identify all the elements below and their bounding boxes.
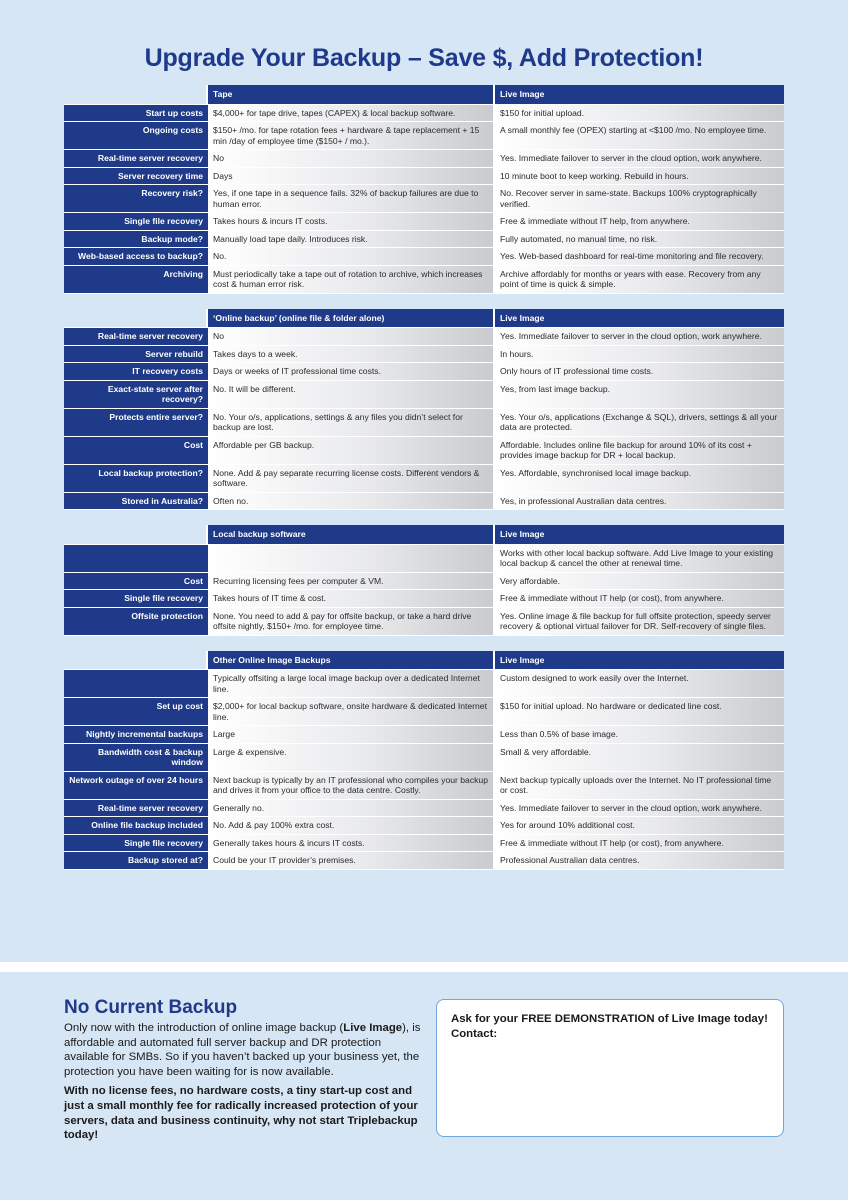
competitor-cell: None. Add & pay separate recurring license costs. Different vendors & software.	[208, 465, 495, 493]
table-row	[64, 105, 784, 123]
live-image-cell: Yes. Affordable, synchronised local image backup.	[495, 465, 784, 493]
table-row	[64, 590, 784, 608]
row-label: Real-time server recovery	[64, 800, 208, 818]
row-label: Cost	[64, 573, 208, 591]
competitor-cell: Yes, if one tape in a sequence fails. 32% of backup failures are due to human error.	[208, 185, 495, 213]
row-label: Recovery risk?	[64, 185, 208, 213]
table-row	[64, 698, 784, 726]
competitor-cell: Generally no.	[208, 800, 495, 818]
row-label: Single file recovery	[64, 590, 208, 608]
live-image-cell: Affordable. Includes online file backup for around 10% of its cost + provides image backup for DR + local backup.	[495, 437, 784, 465]
row-label: Server recovery time	[64, 168, 208, 186]
row-label	[64, 545, 208, 573]
live-image-cell: Yes for around 10% additional cost.	[495, 817, 784, 835]
live-image-cell: $150 for initial upload. No hardware or dedicated line cost.	[495, 698, 784, 726]
live-image-cell: Yes. Online image & file backup for full offsite protection, speedy server recovery & optional virtual failover for DR. Self-recovery of single files.	[495, 608, 784, 636]
competitor-cell: Next backup is typically by an IT professional who compiles your backup and drives it from your office to the data centre. Costly.	[208, 772, 495, 800]
live-image-cell: Free & immediate without IT help, from anywhere.	[495, 213, 784, 231]
row-label: Backup stored at?	[64, 852, 208, 870]
online-backup-comparison-table	[64, 309, 784, 511]
no-current-backup-section	[64, 997, 424, 1143]
table-row	[64, 266, 784, 294]
live-image-cell: Only hours of IT professional time costs.	[495, 363, 784, 381]
live-image-cell: Yes, in professional Australian data centres.	[495, 493, 784, 511]
row-label: Network outage of over 24 hours	[64, 772, 208, 800]
row-label: Bandwidth cost & backup window	[64, 744, 208, 772]
table-row	[64, 168, 784, 186]
section-divider	[0, 962, 848, 972]
comparison-tables	[64, 85, 784, 885]
table-row	[64, 328, 784, 346]
competitor-cell: Days	[208, 168, 495, 186]
live-image-cell: No. Recover server in same-state. Backups 100% cryptographically verified.	[495, 185, 784, 213]
row-label: Ongoing costs	[64, 122, 208, 150]
competitor-cell: Large & expensive.	[208, 744, 495, 772]
table-row	[64, 122, 784, 150]
header-live-image: Live Image	[495, 85, 784, 105]
live-image-cell: Next backup typically uploads over the Internet. No IT professional time or cost.	[495, 772, 784, 800]
competitor-cell: None. You need to add & pay for offsite backup, or take a hard drive offsite nightly, $150+ /mo. for employee time.	[208, 608, 495, 636]
table-row	[64, 381, 784, 409]
header-blank	[64, 85, 208, 105]
competitor-cell: Manually load tape daily. Introduces risk.	[208, 231, 495, 249]
competitor-cell: Takes days to a week.	[208, 346, 495, 364]
live-image-cell: Fully automated, no manual time, no risk.	[495, 231, 784, 249]
competitor-cell: Affordable per GB backup.	[208, 437, 495, 465]
table-row	[64, 608, 784, 636]
live-image-cell: Archive affordably for months or years with ease. Recovery from any point of time is quick & simple.	[495, 266, 784, 294]
table-row	[64, 150, 784, 168]
live-image-cell: Professional Australian data centres.	[495, 852, 784, 870]
row-label: Real-time server recovery	[64, 150, 208, 168]
header-blank	[64, 309, 208, 329]
header-competitor: ‘Online backup’ (online file & folder alone)	[208, 309, 495, 329]
intro-text-part: Only now with the introduction of online image backup (	[64, 1022, 344, 1034]
competitor-cell: Typically offsiting a large local image backup over a dedicated Internet line.	[208, 670, 495, 698]
row-label: Protects entire server?	[64, 409, 208, 437]
live-image-cell: Yes, from last image backup.	[495, 381, 784, 409]
table-row	[64, 465, 784, 493]
competitor-cell	[208, 545, 495, 573]
header-live-image: Live Image	[495, 651, 784, 671]
table-row	[64, 363, 784, 381]
competitor-cell: Could be your IT provider’s premises.	[208, 852, 495, 870]
table-row	[64, 437, 784, 465]
table-row	[64, 231, 784, 249]
competitor-cell: $2,000+ for local backup software, onsite hardware & dedicated Internet line.	[208, 698, 495, 726]
live-image-cell: In hours.	[495, 346, 784, 364]
table-row	[64, 670, 784, 698]
competitor-cell: $4,000+ for tape drive, tapes (CAPEX) & local backup software.	[208, 105, 495, 123]
live-image-cell: Custom designed to work easily over the Internet.	[495, 670, 784, 698]
header-live-image: Live Image	[495, 525, 784, 545]
competitor-cell: No. Add & pay 100% extra cost.	[208, 817, 495, 835]
live-image-cell: Yes. Immediate failover to server in the cloud option, work anywhere.	[495, 800, 784, 818]
row-label: Offsite protection	[64, 608, 208, 636]
header-blank	[64, 525, 208, 545]
row-label: Local backup protection?	[64, 465, 208, 493]
table-row	[64, 545, 784, 573]
row-label: Set up cost	[64, 698, 208, 726]
row-label: Single file recovery	[64, 213, 208, 231]
table-row	[64, 744, 784, 772]
demo-request-text: Ask for your FREE DEMONSTRATION of Live Image today!	[451, 1013, 768, 1025]
competitor-cell: Days or weeks of IT professional time costs.	[208, 363, 495, 381]
table-row	[64, 800, 784, 818]
competitor-cell: No. Your o/s, applications, settings & any files you didn’t select for backup are lost.	[208, 409, 495, 437]
table-row	[64, 493, 784, 511]
competitor-cell: Takes hours & incurs IT costs.	[208, 213, 495, 231]
no-current-backup-title: No Current Backup	[64, 997, 238, 1018]
live-image-cell: A small monthly fee (OPEX) starting at <$100 /mo. No employee time.	[495, 122, 784, 150]
row-label: Nightly incremental backups	[64, 726, 208, 744]
competitor-cell: No	[208, 150, 495, 168]
competitor-cell: Takes hours of IT time & cost.	[208, 590, 495, 608]
row-label: IT recovery costs	[64, 363, 208, 381]
row-label: Real-time server recovery	[64, 328, 208, 346]
table-row	[64, 817, 784, 835]
no-current-backup-closing: With no license fees, no hardware costs, a tiny start-up cost and just a small monthly fee for radically increased protection of your servers, data and business continuity, why not start Triplebackup today!	[64, 1085, 418, 1142]
live-image-cell: Small & very affordable.	[495, 744, 784, 772]
live-image-cell: Yes. Your o/s, applications (Exchange & SQL), drivers, settings & all your data are protected.	[495, 409, 784, 437]
table-row	[64, 852, 784, 870]
table-row	[64, 772, 784, 800]
intro-text-part: ), is affordable and automated full server backup and DR protection available for SMBs. So if you haven’t backed up your business yet, the protection you have been waiting for is now available.	[64, 1022, 421, 1078]
table-row	[64, 835, 784, 853]
row-label: Server rebuild	[64, 346, 208, 364]
intro-product-name: Live Image	[343, 1022, 403, 1034]
row-label: Cost	[64, 437, 208, 465]
row-label: Web-based access to backup?	[64, 248, 208, 266]
competitor-cell: Must periodically take a tape out of rotation to archive, which increases cost & human error risk.	[208, 266, 495, 294]
header-competitor: Tape	[208, 85, 495, 105]
live-image-cell: Yes. Immediate failover to server in the cloud option, work anywhere.	[495, 328, 784, 346]
table-row	[64, 409, 784, 437]
local-backup-comparison-table	[64, 525, 784, 636]
live-image-cell: Works with other local backup software. Add Live Image to your existing local backup & cancel the other at renewal time.	[495, 545, 784, 573]
table-row	[64, 346, 784, 364]
demo-contact-box	[436, 999, 784, 1137]
competitor-cell: No.	[208, 248, 495, 266]
page-headline: Upgrade Your Backup – Save $, Add Protection!	[144, 44, 704, 72]
row-label	[64, 670, 208, 698]
header-competitor: Other Online Image Backups	[208, 651, 495, 671]
competitor-cell: Recurring licensing fees per computer & VM.	[208, 573, 495, 591]
competitor-cell: Generally takes hours & incurs IT costs.	[208, 835, 495, 853]
live-image-cell: Very affordable.	[495, 573, 784, 591]
competitor-cell: Large	[208, 726, 495, 744]
live-image-cell: Yes. Immediate failover to server in the cloud option, work anywhere.	[495, 150, 784, 168]
table-row	[64, 573, 784, 591]
header-competitor: Local backup software	[208, 525, 495, 545]
row-label: Online file backup included	[64, 817, 208, 835]
table-row	[64, 726, 784, 744]
row-label: Backup mode?	[64, 231, 208, 249]
live-image-cell: Free & immediate without IT help (or cost), from anywhere.	[495, 835, 784, 853]
row-label: Exact-state server after recovery?	[64, 381, 208, 409]
live-image-cell: Yes. Web-based dashboard for real-time monitoring and file recovery.	[495, 248, 784, 266]
competitor-cell: $150+ /mo. for tape rotation fees + hardware & tape replacement + 15 min /day of employee time ($150+ / mo.).	[208, 122, 495, 150]
competitor-cell: No. It will be different.	[208, 381, 495, 409]
table-row	[64, 248, 784, 266]
table-row	[64, 185, 784, 213]
row-label: Archiving	[64, 266, 208, 294]
live-image-cell: Free & immediate without IT help (or cost), from anywhere.	[495, 590, 784, 608]
no-current-backup-intro	[64, 1021, 424, 1079]
other-image-backup-comparison-table	[64, 651, 784, 870]
header-live-image: Live Image	[495, 309, 784, 329]
row-label: Single file recovery	[64, 835, 208, 853]
live-image-cell: 10 minute boot to keep working. Rebuild in hours.	[495, 168, 784, 186]
header-blank	[64, 651, 208, 671]
row-label: Start up costs	[64, 105, 208, 123]
competitor-cell: Often no.	[208, 493, 495, 511]
live-image-cell: $150 for initial upload.	[495, 105, 784, 123]
tape-comparison-table	[64, 85, 784, 294]
table-row	[64, 213, 784, 231]
row-label: Stored in Australia?	[64, 493, 208, 511]
live-image-cell: Less than 0.5% of base image.	[495, 726, 784, 744]
competitor-cell: No	[208, 328, 495, 346]
contact-label: Contact:	[451, 1028, 498, 1040]
